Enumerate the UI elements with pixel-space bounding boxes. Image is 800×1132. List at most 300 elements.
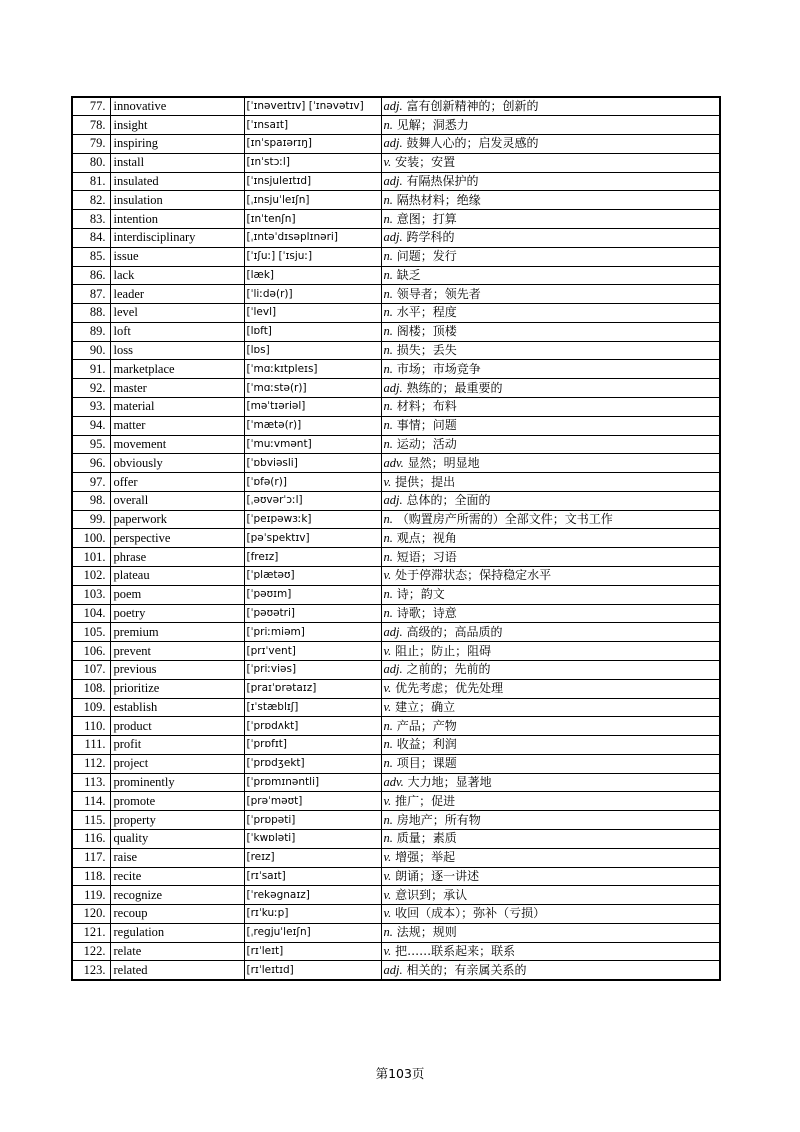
definition-text: 房地产；所有物: [396, 812, 481, 827]
entry-word: promote: [110, 792, 244, 811]
entry-definition: [381, 398, 720, 417]
definition-text: 法规；规则: [396, 925, 457, 940]
definition-text: 见解；洞悉力: [396, 117, 469, 132]
entry-number: 95.: [72, 435, 110, 454]
entry-phonetic: [reɪz]: [244, 848, 381, 867]
entry-word: obviously: [110, 454, 244, 473]
entry-word: recoup: [110, 905, 244, 924]
entry-word: lack: [110, 266, 244, 285]
definition-text: 产品；产物: [396, 718, 457, 733]
entry-number: 88.: [72, 304, 110, 323]
table-row: [72, 811, 720, 830]
part-of-speech: n.: [383, 718, 393, 733]
part-of-speech: n.: [383, 343, 393, 358]
entry-word: offer: [110, 473, 244, 492]
table-row: [72, 341, 720, 360]
table-row: [72, 529, 720, 548]
table-row: [72, 285, 720, 304]
definition-text: 朗诵；逐一讲述: [395, 868, 480, 883]
part-of-speech: n.: [383, 530, 393, 545]
part-of-speech: n.: [383, 305, 393, 320]
definition-text: 收益；利润: [396, 737, 457, 752]
part-of-speech: adj.: [383, 624, 403, 639]
entry-word: product: [110, 717, 244, 736]
entry-number: 85.: [72, 247, 110, 266]
table-row: [72, 660, 720, 679]
table-row: [72, 304, 720, 323]
entry-word: phrase: [110, 548, 244, 567]
definition-text: 总体的；全面的: [406, 493, 491, 508]
entry-definition: [381, 304, 720, 323]
table-row: [72, 191, 720, 210]
definition-text: 观点；视角: [396, 530, 457, 545]
entry-definition: [381, 191, 720, 210]
entry-definition: [381, 923, 720, 942]
entry-phonetic: [lɒft]: [244, 322, 381, 341]
entry-word: insulated: [110, 172, 244, 191]
definition-text: 水平；程度: [396, 305, 457, 320]
entry-phonetic: [ˈrekəgnaɪz]: [244, 886, 381, 905]
vocab-table: [71, 96, 721, 981]
entry-word: install: [110, 153, 244, 172]
entry-number: 101.: [72, 548, 110, 567]
part-of-speech: v.: [383, 906, 392, 921]
entry-number: 112.: [72, 754, 110, 773]
entry-phonetic: [rɪˈkuːp]: [244, 905, 381, 924]
entry-number: 111.: [72, 736, 110, 755]
entry-number: 110.: [72, 717, 110, 736]
definition-text: 隔热材料；绝缘: [396, 192, 481, 207]
entry-word: raise: [110, 848, 244, 867]
entry-definition: [381, 97, 720, 116]
table-row: [72, 116, 720, 135]
entry-number: 84.: [72, 228, 110, 247]
definition-text: 高级的；高品质的: [406, 624, 503, 639]
entry-number: 121.: [72, 923, 110, 942]
entry-definition: [381, 416, 720, 435]
entry-number: 116.: [72, 829, 110, 848]
table-row: [72, 961, 720, 980]
entry-definition: [381, 454, 720, 473]
entry-phonetic: [ˈprɒdʒekt]: [244, 754, 381, 773]
definition-text: 熟练的；最重要的: [406, 380, 503, 395]
part-of-speech: n.: [383, 249, 393, 264]
part-of-speech: n.: [383, 211, 393, 226]
entry-number: 117.: [72, 848, 110, 867]
entry-word: relate: [110, 942, 244, 961]
entry-number: 96.: [72, 454, 110, 473]
entry-word: loss: [110, 341, 244, 360]
definition-text: 意图；打算: [396, 211, 457, 226]
part-of-speech: adj.: [383, 380, 403, 395]
entry-definition: [381, 754, 720, 773]
definition-text: 相关的；有亲属关系的: [406, 962, 527, 977]
entry-definition: [381, 210, 720, 229]
entry-number: 94.: [72, 416, 110, 435]
definition-text: 把……联系起来；联系: [395, 944, 516, 959]
vocab-table-body: [72, 97, 720, 980]
definition-text: 运动；活动: [396, 436, 457, 451]
entry-phonetic: [prəˈməʊt]: [244, 792, 381, 811]
entry-definition: [381, 435, 720, 454]
entry-phonetic: [ˈpriːviəs]: [244, 660, 381, 679]
definition-text: （购置房产所需的）全部文件；文书工作: [396, 512, 613, 527]
entry-phonetic: [ˈɒfə(r)]: [244, 473, 381, 492]
entry-definition: [381, 491, 720, 510]
entry-definition: [381, 642, 720, 661]
entry-word: related: [110, 961, 244, 980]
table-row: [72, 829, 720, 848]
definition-text: 鼓舞人心的；启发灵感的: [406, 136, 539, 151]
table-row: [72, 848, 720, 867]
part-of-speech: n.: [383, 267, 393, 282]
definition-text: 提供；提出: [395, 474, 456, 489]
entry-number: 93.: [72, 398, 110, 417]
table-row: [72, 717, 720, 736]
part-of-speech: n.: [383, 436, 393, 451]
entry-word: master: [110, 379, 244, 398]
entry-word: establish: [110, 698, 244, 717]
definition-text: 跨学科的: [406, 230, 455, 245]
entry-word: issue: [110, 247, 244, 266]
entry-phonetic: [ˈpeɪpəwɜːk]: [244, 510, 381, 529]
table-row: [72, 473, 720, 492]
entry-number: 100.: [72, 529, 110, 548]
part-of-speech: v.: [383, 681, 392, 696]
entry-word: prominently: [110, 773, 244, 792]
part-of-speech: v.: [383, 699, 392, 714]
entry-word: perspective: [110, 529, 244, 548]
entry-definition: [381, 717, 720, 736]
entry-number: 119.: [72, 886, 110, 905]
part-of-speech: n.: [383, 399, 393, 414]
table-row: [72, 247, 720, 266]
entry-definition: [381, 886, 720, 905]
entry-number: 87.: [72, 285, 110, 304]
part-of-speech: v.: [383, 850, 392, 865]
definition-text: 优先考虑；优先处理: [395, 681, 504, 696]
entry-phonetic: [ˌɪnsjuˈleɪʃn]: [244, 191, 381, 210]
entry-number: 92.: [72, 379, 110, 398]
entry-phonetic: [ˌregjuˈleɪʃn]: [244, 923, 381, 942]
entry-definition: [381, 961, 720, 980]
part-of-speech: v.: [383, 474, 392, 489]
entry-phonetic: [rɪˈleɪt]: [244, 942, 381, 961]
entry-phonetic: [ɪnˈstɔːl]: [244, 153, 381, 172]
entry-number: 77.: [72, 97, 110, 116]
entry-definition: [381, 247, 720, 266]
part-of-speech: n.: [383, 812, 393, 827]
part-of-speech: n.: [383, 324, 393, 339]
entry-number: 109.: [72, 698, 110, 717]
entry-phonetic: [ˈɪnsaɪt]: [244, 116, 381, 135]
entry-phonetic: [praɪˈɒrətaɪz]: [244, 679, 381, 698]
part-of-speech: v.: [383, 887, 392, 902]
entry-number: 108.: [72, 679, 110, 698]
entry-word: marketplace: [110, 360, 244, 379]
entry-number: 82.: [72, 191, 110, 210]
part-of-speech: n.: [383, 286, 393, 301]
entry-number: 86.: [72, 266, 110, 285]
table-row: [72, 172, 720, 191]
entry-phonetic: [ˌɪntəˈdɪsəplɪnəri]: [244, 228, 381, 247]
entry-word: quality: [110, 829, 244, 848]
entry-phonetic: [ˌəʊvərˈɔːl]: [244, 491, 381, 510]
entry-number: 105.: [72, 623, 110, 642]
entry-definition: [381, 585, 720, 604]
entry-definition: [381, 172, 720, 191]
entry-number: 99.: [72, 510, 110, 529]
definition-text: 缺乏: [396, 267, 421, 282]
part-of-speech: v.: [383, 944, 392, 959]
entry-phonetic: [ˈmɑːkɪtpleɪs]: [244, 360, 381, 379]
part-of-speech: adj.: [383, 230, 403, 245]
entry-number: 79.: [72, 135, 110, 154]
entry-phonetic: [ˈmuːvmənt]: [244, 435, 381, 454]
entry-phonetic: [ˈɪnəveɪtɪv] [ˈɪnəvətɪv]: [244, 97, 381, 116]
definition-text: 短语；习语: [396, 549, 457, 564]
entry-number: 102.: [72, 567, 110, 586]
table-row: [72, 923, 720, 942]
part-of-speech: adj.: [383, 174, 403, 189]
entry-number: 83.: [72, 210, 110, 229]
entry-phonetic: [ˈlevl]: [244, 304, 381, 323]
entry-phonetic: [ˈɪnsjuleɪtɪd]: [244, 172, 381, 191]
entry-phonetic: [ˈkwɒləti]: [244, 829, 381, 848]
part-of-speech: adv.: [383, 775, 404, 790]
entry-phonetic: [ˈprɒmɪnəntli]: [244, 773, 381, 792]
entry-number: 114.: [72, 792, 110, 811]
part-of-speech: adj.: [383, 99, 403, 114]
entry-word: poetry: [110, 604, 244, 623]
entry-definition: [381, 510, 720, 529]
entry-phonetic: [pəˈspektɪv]: [244, 529, 381, 548]
part-of-speech: n.: [383, 737, 393, 752]
definition-text: 质量；素质: [396, 831, 457, 846]
entry-definition: [381, 679, 720, 698]
table-row: [72, 491, 720, 510]
entry-word: insulation: [110, 191, 244, 210]
part-of-speech: n.: [383, 361, 393, 376]
entry-number: 122.: [72, 942, 110, 961]
entry-number: 104.: [72, 604, 110, 623]
table-row: [72, 698, 720, 717]
entry-word: inspiring: [110, 135, 244, 154]
definition-text: 富有创新精神的；创新的: [406, 99, 539, 114]
entry-word: matter: [110, 416, 244, 435]
table-row: [72, 266, 720, 285]
table-row: [72, 679, 720, 698]
entry-phonetic: [læk]: [244, 266, 381, 285]
part-of-speech: adj.: [383, 493, 403, 508]
table-row: [72, 435, 720, 454]
entry-number: 81.: [72, 172, 110, 191]
entry-number: 118.: [72, 867, 110, 886]
entry-phonetic: [ˈprɒfɪt]: [244, 736, 381, 755]
entry-word: prioritize: [110, 679, 244, 698]
entry-definition: [381, 135, 720, 154]
definition-text: 有隔热保护的: [406, 174, 479, 189]
table-row: [72, 905, 720, 924]
part-of-speech: v.: [383, 793, 392, 808]
part-of-speech: n.: [383, 831, 393, 846]
table-row: [72, 379, 720, 398]
table-row: [72, 567, 720, 586]
entry-definition: [381, 285, 720, 304]
entry-phonetic: [ˈprɒdʌkt]: [244, 717, 381, 736]
entry-phonetic: [ˈpəʊɪm]: [244, 585, 381, 604]
definition-text: 领导者；领先者: [396, 286, 481, 301]
entry-word: level: [110, 304, 244, 323]
part-of-speech: n.: [383, 925, 393, 940]
entry-number: 89.: [72, 322, 110, 341]
entry-definition: [381, 529, 720, 548]
entry-phonetic: [lɒs]: [244, 341, 381, 360]
entry-number: 90.: [72, 341, 110, 360]
entry-word: poem: [110, 585, 244, 604]
entry-definition: [381, 379, 720, 398]
entry-definition: [381, 548, 720, 567]
table-row: [72, 416, 720, 435]
table-row: [72, 210, 720, 229]
entry-word: innovative: [110, 97, 244, 116]
part-of-speech: n.: [383, 587, 393, 602]
entry-phonetic: [ɪˈstæblɪʃ]: [244, 698, 381, 717]
table-row: [72, 153, 720, 172]
entry-word: insight: [110, 116, 244, 135]
part-of-speech: n.: [383, 756, 393, 771]
entry-word: regulation: [110, 923, 244, 942]
entry-word: overall: [110, 491, 244, 510]
table-row: [72, 360, 720, 379]
entry-definition: [381, 604, 720, 623]
entry-number: 91.: [72, 360, 110, 379]
entry-number: 107.: [72, 660, 110, 679]
table-row: [72, 754, 720, 773]
entry-number: 115.: [72, 811, 110, 830]
entry-word: premium: [110, 623, 244, 642]
entry-phonetic: [ˈprɒpəti]: [244, 811, 381, 830]
table-row: [72, 623, 720, 642]
part-of-speech: adj.: [383, 136, 403, 151]
entry-number: 78.: [72, 116, 110, 135]
entry-word: previous: [110, 660, 244, 679]
part-of-speech: n.: [383, 117, 393, 132]
entry-definition: [381, 829, 720, 848]
definition-text: 市场；市场竞争: [396, 361, 481, 376]
entry-definition: [381, 322, 720, 341]
table-row: [72, 398, 720, 417]
definition-text: 诗歌；诗意: [396, 605, 457, 620]
entry-definition: [381, 698, 720, 717]
entry-phonetic: [ˈliːdə(r)]: [244, 285, 381, 304]
entry-phonetic: [ɪnˈspaɪərɪŋ]: [244, 135, 381, 154]
definition-text: 材料；布料: [396, 399, 457, 414]
definition-text: 阻止；防止；阻碍: [395, 643, 492, 658]
entry-phonetic: [freɪz]: [244, 548, 381, 567]
entry-word: recognize: [110, 886, 244, 905]
table-row: [72, 135, 720, 154]
definition-text: 损失；丢失: [396, 343, 457, 358]
table-row: [72, 792, 720, 811]
entry-definition: [381, 228, 720, 247]
table-row: [72, 867, 720, 886]
entry-word: interdisciplinary: [110, 228, 244, 247]
entry-definition: [381, 811, 720, 830]
table-row: [72, 510, 720, 529]
entry-word: profit: [110, 736, 244, 755]
part-of-speech: adj.: [383, 962, 403, 977]
definition-text: 事情；问题: [396, 418, 457, 433]
entry-definition: [381, 660, 720, 679]
entry-word: movement: [110, 435, 244, 454]
entry-number: 97.: [72, 473, 110, 492]
entry-definition: [381, 360, 720, 379]
entry-word: material: [110, 398, 244, 417]
definition-text: 诗；韵文: [396, 587, 445, 602]
entry-phonetic: [ˈmɑːstə(r)]: [244, 379, 381, 398]
entry-phonetic: [rɪˈsaɪt]: [244, 867, 381, 886]
entry-definition: [381, 341, 720, 360]
definition-text: 安装；安置: [395, 155, 456, 170]
entry-word: loft: [110, 322, 244, 341]
part-of-speech: v.: [383, 643, 392, 658]
entry-phonetic: [məˈtɪəriəl]: [244, 398, 381, 417]
entry-definition: [381, 942, 720, 961]
entry-phonetic: [ˈpəʊətri]: [244, 604, 381, 623]
definition-text: 项目；课题: [396, 756, 457, 771]
entry-word: leader: [110, 285, 244, 304]
entry-number: 103.: [72, 585, 110, 604]
entry-definition: [381, 905, 720, 924]
entry-number: 123.: [72, 961, 110, 980]
definition-text: 之前的；先前的: [406, 662, 491, 677]
definition-text: 建立；确立: [395, 699, 456, 714]
entry-phonetic: [ˈplætəʊ]: [244, 567, 381, 586]
entry-number: 120.: [72, 905, 110, 924]
table-row: [72, 585, 720, 604]
part-of-speech: adv.: [383, 455, 404, 470]
page-number: 第103页: [375, 1066, 425, 1081]
entry-phonetic: [prɪˈvent]: [244, 642, 381, 661]
entry-definition: [381, 153, 720, 172]
entry-definition: [381, 473, 720, 492]
table-row: [72, 228, 720, 247]
entry-number: 98.: [72, 491, 110, 510]
entry-definition: [381, 848, 720, 867]
entry-phonetic: [ˈɒbviəsli]: [244, 454, 381, 473]
table-row: [72, 642, 720, 661]
part-of-speech: adj.: [383, 662, 403, 677]
entry-phonetic: [ˈɪʃuː] [ˈɪsjuː]: [244, 247, 381, 266]
part-of-speech: v.: [383, 155, 392, 170]
entry-definition: [381, 773, 720, 792]
part-of-speech: n.: [383, 605, 393, 620]
entry-definition: [381, 792, 720, 811]
definition-text: 显然；明显地: [407, 455, 480, 470]
definition-text: 意识到；承认: [395, 887, 468, 902]
definition-text: 处于停滞状态；保持稳定水平: [395, 568, 552, 583]
table-row: [72, 736, 720, 755]
table-row: [72, 886, 720, 905]
definition-text: 推广；促进: [395, 793, 456, 808]
entry-definition: [381, 266, 720, 285]
table-row: [72, 773, 720, 792]
entry-number: 80.: [72, 153, 110, 172]
entry-definition: [381, 623, 720, 642]
part-of-speech: v.: [383, 868, 392, 883]
entry-phonetic: [ˈmætə(r)]: [244, 416, 381, 435]
